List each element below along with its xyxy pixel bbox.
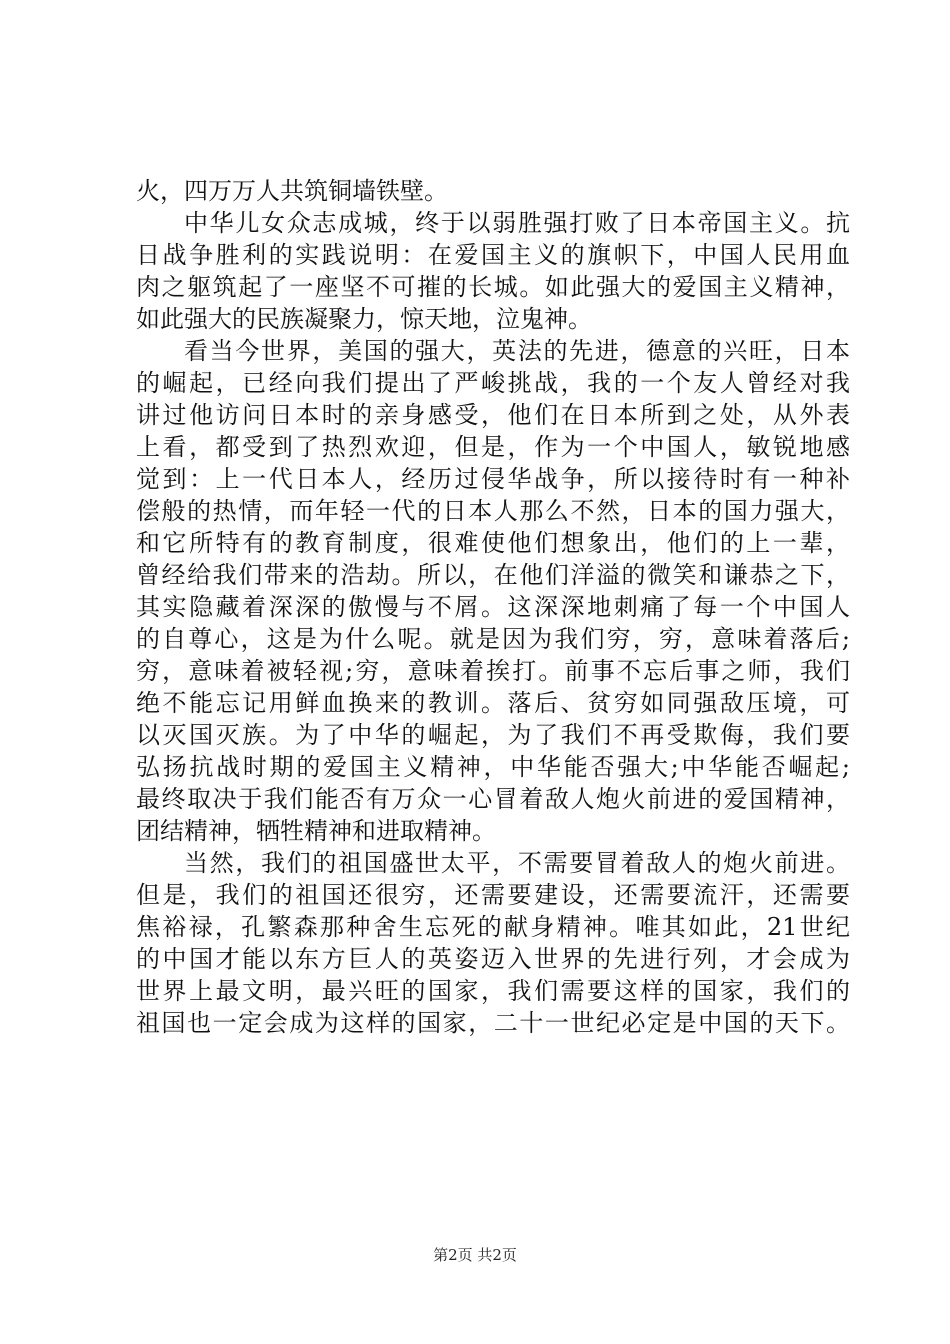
text-line: 的中国才能以东方巨人的英姿迈入世界的先进行列，才会成为 xyxy=(136,945,850,973)
page-footer: 第2页 共2页 xyxy=(433,1246,517,1264)
text-line: 讲过他访问日本时的亲身感受，他们在日本所到之处，从外表 xyxy=(136,401,850,429)
text-line: 最终取决于我们能否有万众一心冒着敌人炮火前进的爱国精神， xyxy=(136,785,850,813)
text-line: 祖国也一定会成为这样的国家，二十一世纪必定是中国的天下。 xyxy=(136,1009,850,1037)
text-line: 觉到：上一代日本人，经历过侵华战争，所以接待时有一种补 xyxy=(136,465,850,493)
text-line: 团结精神，牺牲精神和进取精神。 xyxy=(136,817,496,845)
text-line: 穷，意味着被轻视;穷，意味着挨打。前事不忘后事之师，我们 xyxy=(136,657,850,685)
text-line: 曾经给我们带来的浩劫。所以，在他们洋溢的微笑和谦恭之下， xyxy=(136,561,850,589)
text-line: 上看，都受到了热烈欢迎，但是，作为一个中国人，敏锐地感 xyxy=(136,433,850,461)
text-line: 但是，我们的祖国还很穷，还需要建设，还需要流汗，还需要 xyxy=(136,881,850,909)
text-line: 火，四万万人共筑铜墙铁壁。 xyxy=(136,177,448,205)
text-line: 当然，我们的祖国盛世太平，不需要冒着敌人的炮火前进。 xyxy=(184,849,850,877)
text-line: 日战争胜利的实践说明：在爱国主义的旗帜下，中国人民用血 xyxy=(136,241,850,269)
text-line: 的崛起，已经向我们提出了严峻挑战，我的一个友人曾经对我 xyxy=(136,369,850,397)
text-line: 看当今世界，美国的强大，英法的先进，德意的兴旺，日本 xyxy=(184,337,850,365)
text-line: 如此强大的民族凝聚力，惊天地，泣鬼神。 xyxy=(136,305,592,333)
text-line: 偿般的热情，而年轻一代的日本人那么不然，日本的国力强大， xyxy=(136,497,850,525)
text-line: 的自尊心，这是为什么呢。就是因为我们穷，穷，意味着落后; xyxy=(136,625,850,653)
text-line: 世界上最文明，最兴旺的国家，我们需要这样的国家，我们的 xyxy=(136,977,850,1005)
text-line: 焦裕禄，孔繁森那种舍生忘死的献身精神。唯其如此，21世纪 xyxy=(136,913,850,941)
body-text xyxy=(136,175,850,1039)
text-line: 肉之躯筑起了一座坚不可摧的长城。如此强大的爱国主义精神， xyxy=(136,273,850,301)
text-line: 以灭国灭族。为了中华的崛起，为了我们不再受欺侮，我们要 xyxy=(136,721,850,749)
text-line: 绝不能忘记用鲜血换来的教训。落后、贫穷如同强敌压境，可 xyxy=(136,689,850,717)
text-line: 弘扬抗战时期的爱国主义精神，中华能否强大;中华能否崛起; xyxy=(136,753,850,781)
text-line: 和它所特有的教育制度，很难使他们想象出，他们的上一辈， xyxy=(136,529,850,557)
text-line: 中华儿女众志成城，终于以弱胜强打败了日本帝国主义。抗 xyxy=(184,209,850,237)
text-line: 其实隐藏着深深的傲慢与不屑。这深深地刺痛了每一个中国人 xyxy=(136,593,850,621)
